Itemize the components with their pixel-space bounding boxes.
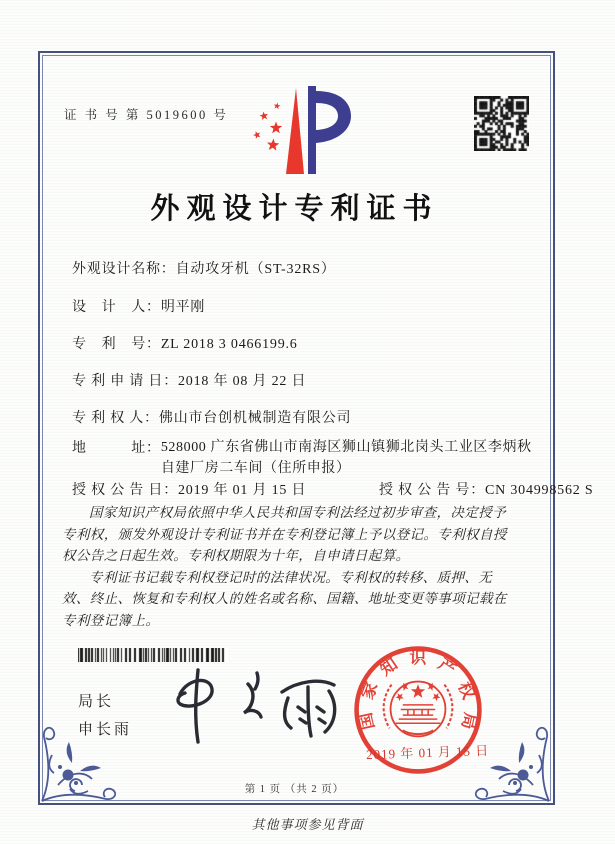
field-value: 2019 年 01 月 15 日 xyxy=(178,483,307,498)
field-label: 授 权 公 告 号： xyxy=(379,483,485,498)
signer-name: 申长雨 xyxy=(78,722,133,738)
certificate-number: 证 书 号 第 5019600 号 xyxy=(64,108,229,122)
field-label: 地 址： xyxy=(72,441,161,456)
back-side-note: 其他事项参见背面 xyxy=(251,817,364,832)
field-design-name xyxy=(72,258,336,278)
field-grant-number xyxy=(379,479,593,499)
field-value: ZL 2018 3 0466199.6 xyxy=(160,337,298,352)
logo-stars xyxy=(253,103,282,151)
field-value: CN 304998562 S xyxy=(485,483,594,498)
field-label: 外观设计名称： xyxy=(72,262,176,277)
field-grant-row xyxy=(72,479,594,499)
field-value: 佛山市台创机械制造有限公司 xyxy=(158,411,352,426)
seal-national-emblem xyxy=(384,682,453,737)
seal-date: 2019 年 01 月 15 日 xyxy=(365,742,490,763)
certificate-title: 外观设计专利证书 xyxy=(150,193,439,225)
barcode xyxy=(78,648,228,662)
field-designer xyxy=(72,296,205,316)
qr-code xyxy=(474,96,529,151)
field-value: 2018 年 08 月 22 日 xyxy=(178,374,307,389)
field-label: 授 权 公 告 日： xyxy=(72,483,178,498)
field-label: 专 利 申 请 日： xyxy=(72,374,178,389)
field-label: 专 利 号： xyxy=(72,337,161,352)
field-patentee xyxy=(72,407,351,427)
logo-blue-bar xyxy=(308,86,316,174)
field-address xyxy=(72,437,533,479)
field-patent-number xyxy=(72,333,298,353)
seal-org-text: 国家知识产权局 xyxy=(355,648,481,732)
legal-text xyxy=(62,502,510,631)
field-value: 528000 广东省佛山市南海区狮山镇狮北岗头工业区李炳秋自建厂房二车间（住所申报） xyxy=(160,440,532,476)
legal-paragraph-1: 国家知识产权局依照中华人民共和国专利法经过初步审查，决定授予专利权，颁发外观设计专利证书并在专利登记簿上予以登记。专利权自授权公告之日起生效。专利权期限为十年，自申请日起算。 xyxy=(62,505,507,563)
field-label: 设 计 人： xyxy=(72,300,161,315)
field-value: 明平刚 xyxy=(160,300,206,315)
legal-paragraph-2: 专利证书记载专利权登记时的法律状况。专利权的转移、质押、无效、终止、恢复和专利权人的姓名或名称、国籍、地址变更等事项记载在专利登记簿上。 xyxy=(62,569,507,628)
logo-blue-p-bowl xyxy=(316,91,351,143)
field-filing-date xyxy=(72,370,306,390)
handwritten-signature xyxy=(160,662,365,752)
field-label: 专 利 权 人： xyxy=(72,411,159,426)
logo-red-wedge xyxy=(286,88,304,174)
sipo-logo-icon xyxy=(238,84,360,178)
page-number: 第 1 页 （共 2 页） xyxy=(244,784,345,795)
signer-title: 局长 xyxy=(78,694,115,710)
field-value: 自动攻牙机（ST-32RS） xyxy=(175,262,336,277)
